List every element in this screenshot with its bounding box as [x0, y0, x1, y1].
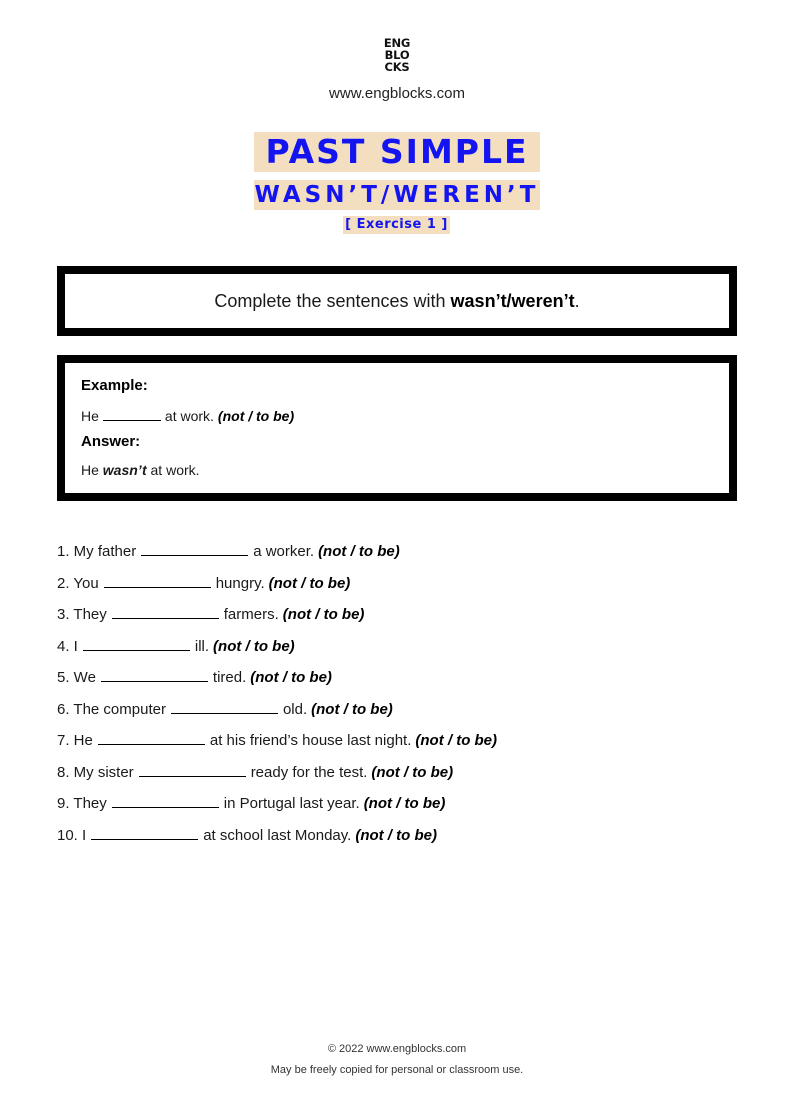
answer-before: He [81, 462, 99, 478]
example-before: He [81, 408, 99, 424]
question-text-after: old. [282, 700, 308, 718]
answer-blank[interactable] [141, 539, 248, 556]
page-title: PAST SIMPLE [254, 132, 540, 172]
exercise-tag: [ Exercise 1 ] [343, 216, 450, 234]
example-box [57, 355, 737, 501]
question-item [57, 697, 737, 729]
question-text: 2. You [57, 574, 99, 592]
question-item [57, 665, 737, 697]
question-hint: (not / to be) [268, 574, 351, 592]
question-hint: (not / to be) [415, 732, 498, 749]
example-blank [103, 406, 161, 421]
question-item [57, 571, 737, 603]
question-text: 1. My father [57, 543, 137, 560]
question-text-after: farmers. [223, 606, 279, 623]
answer-blank[interactable] [91, 823, 198, 840]
question-hint: (not / to be) [355, 826, 437, 844]
answer-sentence [81, 462, 200, 478]
question-hint: (not / to be) [318, 543, 400, 560]
question-text-after: in Portugal last year. [223, 795, 360, 812]
question-item [57, 728, 737, 760]
page-subtitle: WASN’T/WEREN’T [254, 182, 540, 208]
question-text-after: ill. [194, 637, 210, 655]
example-after: at work. [164, 408, 214, 424]
instruction-end: . [574, 290, 580, 311]
question-text-after: ready for the test. [250, 763, 368, 781]
question-text: 3. They [57, 606, 107, 623]
question-text: 4. I [57, 637, 78, 655]
question-text-after: at his friend’s house last night. [209, 732, 412, 749]
question-item [57, 634, 737, 666]
logo-line-2: BLO [384, 48, 410, 62]
answer-label: Answer: [81, 433, 141, 450]
question-item [57, 791, 737, 823]
instruction-text: Complete the sentences with [214, 290, 446, 311]
question-text-after: at school last Monday. [203, 826, 352, 844]
question-hint: (not / to be) [282, 606, 365, 623]
question-list [57, 539, 737, 854]
question-text: 9. They [57, 795, 107, 812]
engblocks-logo [0, 37, 794, 73]
example-label: Example: [81, 377, 148, 394]
answer-blank[interactable] [112, 791, 219, 808]
question-text-after: a worker. [253, 543, 315, 560]
logo-line-3: CKS [384, 60, 410, 74]
answer-blank[interactable] [98, 728, 205, 745]
example-hint: (not / to be) [217, 408, 295, 424]
logo-line-1: ENG [383, 36, 411, 50]
site-url[interactable]: www.engblocks.com [329, 85, 465, 102]
answer-blank[interactable] [101, 665, 208, 682]
question-hint: (not / to be) [371, 763, 454, 781]
answer-word: wasn’t [102, 462, 147, 478]
question-text: 6. The computer [57, 700, 166, 718]
question-text: 7. He [57, 732, 93, 749]
question-text-after: tired. [212, 669, 247, 686]
question-item [57, 539, 737, 571]
question-item [57, 602, 737, 634]
answer-blank[interactable] [171, 697, 278, 714]
question-hint: (not / to be) [311, 700, 393, 718]
answer-blank[interactable] [112, 602, 219, 619]
question-text: 8. My sister [57, 763, 134, 781]
answer-after: at work. [150, 462, 200, 478]
question-hint: (not / to be) [363, 795, 446, 812]
question-hint: (not / to be) [213, 637, 295, 655]
question-text: 10. I [57, 826, 87, 844]
footer-license: May be freely copied for personal or classroom use. [270, 1064, 524, 1076]
footer-copyright: © 2022 www.engblocks.com [327, 1043, 467, 1055]
answer-blank[interactable] [139, 760, 246, 777]
answer-blank[interactable] [104, 571, 211, 588]
example-sentence [81, 406, 294, 424]
instruction-box [57, 266, 737, 336]
answer-blank[interactable] [83, 634, 190, 651]
question-text-after: hungry. [215, 574, 265, 592]
question-hint: (not / to be) [250, 669, 332, 686]
question-item [57, 760, 737, 792]
question-item [57, 823, 737, 855]
question-text: 5. We [57, 669, 96, 686]
instruction-keyword: wasn’t/weren’t [450, 290, 575, 311]
